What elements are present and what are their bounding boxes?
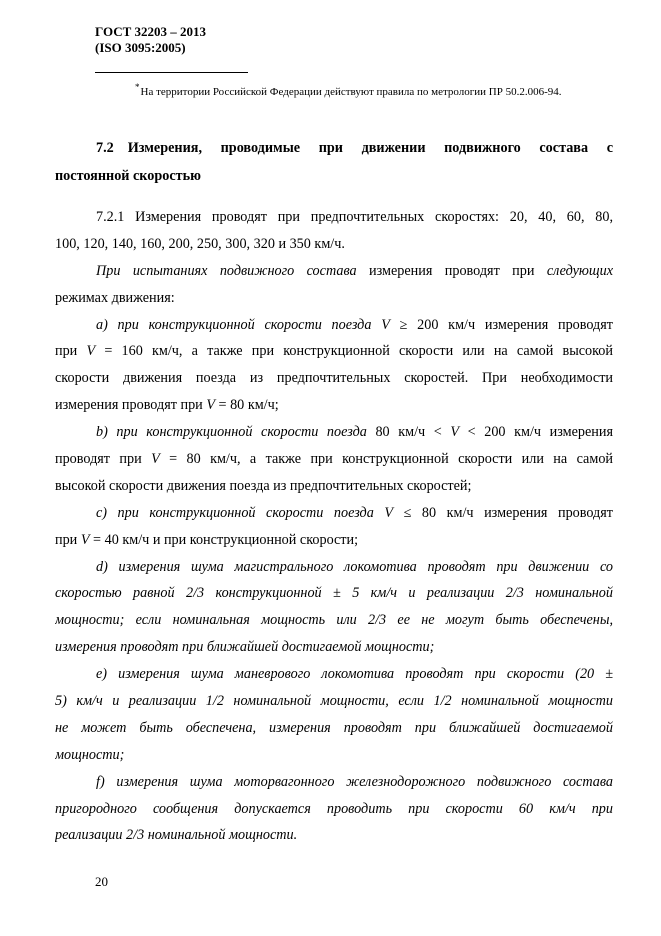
list-item-e-line: не может быть обеспечена, измерения проводят при ближайшей достигаемой [55, 719, 613, 736]
list-item-b-line: проводят при V = 80 км/ч, а также при конструкционной скорости или на самой [55, 451, 613, 468]
section-title-line2: постоянной скоростью [55, 168, 201, 184]
list-item-f-line: пригородного сообщения допускается проводить при скорости 60 км/ч при [55, 800, 613, 817]
footnote [135, 82, 562, 98]
footnote-divider [95, 72, 248, 73]
list-item-a-line: а) при конструкционной скорости поезда V ≥ 200 км/ч измерения проводят [96, 316, 613, 333]
standard-number: ГОСТ 32203 – 2013 [95, 24, 207, 39]
list-item-d-line: измерения проводят при ближайшей достигаемой мощности; [55, 639, 435, 656]
list-item-c-line: при V = 40 км/ч и при конструкционной скорости; [55, 531, 359, 548]
footnote-mark: * [135, 82, 140, 92]
section-heading [55, 134, 613, 190]
list-item-c-line: c) при конструкционной скорости поезда V ≤ 80 км/ч измерения проводят [96, 504, 613, 521]
list-item-a-line: при V = 160 км/ч, а также при конструкционной скорости или на самой высокой [55, 343, 613, 360]
list-item-b-line: b) при конструкционной скорости поезда 80 км/ч < V < 200 км/ч измерения [96, 424, 613, 441]
section-number: 7.2 [96, 140, 114, 156]
section-title-line1: Измерения, проводимые при движении подвижного состава с [127, 140, 613, 156]
list-item-b-line: высокой скорости движения поезда из предпочтительных скоростей; [55, 477, 472, 494]
document-body [55, 204, 613, 849]
iso-reference: (ISO 3095:2005) [95, 40, 186, 55]
list-item-e-line: e) измерения шума маневрового локомотива проводят при скорости (20 ± [96, 666, 613, 683]
paragraph-line: При испытаниях подвижного состава измерения проводят при следующих [96, 262, 613, 279]
list-item-d-line: скоростью равной 2/3 конструкционной ± 5 км/ч и реализации 2/3 номинальной [55, 585, 613, 602]
list-item-d-line: d) измерения шума магистрального локомотива проводят при движении со [96, 558, 613, 575]
footnote-text: На территории Российской Федерации действуют правила по метрологии ПР 50.2.006-94. [140, 86, 562, 98]
paragraph-line: 100, 120, 140, 160, 200, 250, 300, 320 и 350 км/ч. [55, 235, 345, 252]
paragraph-line: режимах движения: [55, 289, 175, 306]
paragraph-line: 7.2.1 Измерения проводят при предпочтительных скоростях: 20, 40, 60, 80, [96, 209, 613, 225]
list-item-e-line: мощности; [55, 746, 125, 763]
list-item-e-line: 5) км/ч и реализации 1/2 номинальной мощности, если 1/2 номинальной мощности [55, 693, 613, 710]
document-header [95, 24, 206, 56]
list-item-f-line: f) измерения шума моторвагонного железнодорожного подвижного состава [96, 773, 613, 790]
list-item-a-line: скорости движения поезда из предпочтительных скоростей. При необходимости [55, 370, 613, 387]
list-item-d-line: мощности; если номинальная мощность или 2/3 ее не могут быть обеспечены, [55, 612, 613, 629]
list-item-a-line: измерения проводят при V = 80 км/ч; [55, 397, 279, 414]
page-number: 20 [95, 874, 108, 889]
list-item-f-line: реализации 2/3 номинальной мощности. [55, 827, 298, 844]
